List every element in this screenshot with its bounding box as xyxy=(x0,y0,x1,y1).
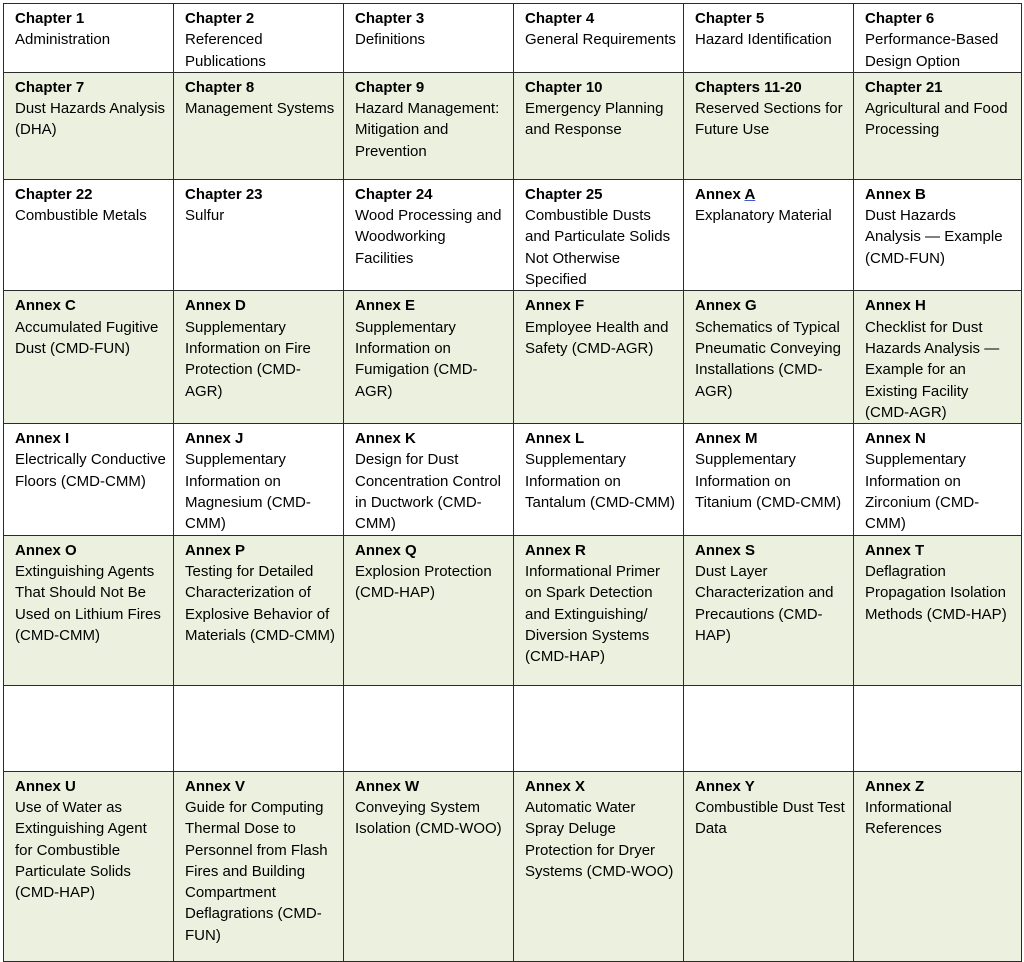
table-row xyxy=(4,685,1022,771)
cell-title: Annex U xyxy=(15,777,76,795)
cell-annex-t xyxy=(854,535,1022,685)
cell-annex-q xyxy=(344,535,514,685)
cell-description: Hazard Management: Mitigation and Prevention xyxy=(355,100,500,160)
cell-annex-z xyxy=(854,771,1022,961)
cell-title: Annex S xyxy=(695,541,756,559)
cell-title: Annex T xyxy=(865,541,925,559)
cell-description: Management Systems xyxy=(185,100,335,118)
cell-annex-x xyxy=(514,771,684,961)
cell-title: Annex K xyxy=(355,430,416,448)
cell-title: Annex N xyxy=(865,430,926,448)
cell-annex-m xyxy=(684,424,854,535)
cell-chapter-23 xyxy=(174,179,344,290)
cell-annex-s xyxy=(684,535,854,685)
cell-annex-r xyxy=(514,535,684,685)
cell-annex-b xyxy=(854,179,1022,290)
cell-chapter-21 xyxy=(854,72,1022,179)
cell-title: Chapter 5 xyxy=(695,10,765,27)
cell-annex-n xyxy=(854,424,1022,535)
cell-chapter-1 xyxy=(4,4,174,73)
cell-description: Supplementary Information on Fire Protection (CMD-AGR) xyxy=(185,318,311,400)
cell-chapter-3 xyxy=(344,4,514,73)
cell-chapter-24 xyxy=(344,179,514,290)
cell-annex-i xyxy=(4,424,174,535)
cell-title: Annex O xyxy=(15,541,77,559)
cell-empty xyxy=(4,685,174,771)
cell-title: Annex D xyxy=(185,297,246,315)
cell-title: Chapter 25 xyxy=(525,185,603,203)
cell-title: Chapter 23 xyxy=(185,185,263,203)
cell-description: Checklist for Dust Hazards Analysis — Example for an Existing Facility (CMD-AGR) xyxy=(865,318,1000,421)
cell-description: Deflagration Propagation Isolation Methods (CMD-HAP) xyxy=(865,562,1007,623)
cell-description: Sulfur xyxy=(185,207,225,225)
cell-title: Annex I xyxy=(15,430,70,448)
cell-title: Annex P xyxy=(185,541,246,559)
cell-chapter-10 xyxy=(514,72,684,179)
cell-description: General Requirements xyxy=(525,31,676,49)
cell-description: Testing for Detailed Characterization of Explosive Behavior of Materials (CMD-CMM) xyxy=(185,562,335,644)
cell-description: Informational Primer on Spark Detection and Extinguishing/ Diversion Systems (CMD-HAP) xyxy=(525,562,661,666)
cell-title: Chapters 11-20 xyxy=(695,78,802,96)
cell-description: Definitions xyxy=(355,31,426,49)
cell-title: Chapter 7 xyxy=(15,78,85,96)
cell-title: Annex Z xyxy=(865,777,925,795)
cell-chapter-22 xyxy=(4,179,174,290)
cell-title: Annex J xyxy=(185,430,244,448)
cell-title: Chapter 1 xyxy=(15,10,85,27)
cell-title: Annex V xyxy=(185,777,246,795)
table-row xyxy=(4,179,1022,290)
table-row xyxy=(4,4,1022,73)
cell-description: Employee Health and Safety (CMD-AGR) xyxy=(525,318,669,357)
document-contents-table xyxy=(3,3,1022,962)
cell-chapter-4 xyxy=(514,4,684,73)
cell-description: Explanatory Material xyxy=(695,207,832,225)
cell-title: Chapter 9 xyxy=(355,78,425,96)
cell-description: Dust Hazards Analysis (DHA) xyxy=(15,100,166,139)
cell-title: Annex R xyxy=(525,541,586,559)
cell-description: Administration xyxy=(15,31,111,49)
cell-title: Annex H xyxy=(865,297,926,315)
cell-description: Guide for Computing Thermal Dose to Personnel from Flash Fires and Building Compartment Deflagrations (CMD-FUN) xyxy=(185,798,328,944)
cell-annex-g xyxy=(684,291,854,424)
cell-description: Dust Hazards Analysis — Example (CMD-FUN) xyxy=(865,207,1003,267)
cell-title: Annex G xyxy=(695,297,757,315)
cell-title: Annex C xyxy=(15,297,76,315)
cell-chapter-5 xyxy=(684,4,854,73)
cell-title: Annex Y xyxy=(695,777,755,795)
cell-description: Supplementary Information on Zirconium (CMD-CMM) xyxy=(865,451,980,533)
cell-description: Supplementary Information on Tantalum (CMD-CMM) xyxy=(525,451,675,512)
cell-description: Supplementary Information on Magnesium (CMD-CMM) xyxy=(185,451,311,533)
cell-annex-w xyxy=(344,771,514,961)
cell-annex-p xyxy=(174,535,344,685)
cell-empty xyxy=(684,685,854,771)
cell-chapter-6 xyxy=(854,4,1022,73)
cell-title: Annex E xyxy=(355,297,416,315)
cell-annex-h xyxy=(854,291,1022,424)
cell-title: Annex X xyxy=(525,777,586,795)
cell-empty xyxy=(174,685,344,771)
cell-description: Agricultural and Food Processing xyxy=(865,100,1008,139)
table-row xyxy=(4,771,1022,961)
cell-description: Combustible Dust Test Data xyxy=(695,798,845,838)
cell-title: Chapter 6 xyxy=(865,10,935,27)
cell-description: Electrically Conductive Floors (CMD-CMM) xyxy=(15,451,166,490)
cell-annex-f xyxy=(514,291,684,424)
cell-chapter-25 xyxy=(514,179,684,290)
cell-chapters-11-20 xyxy=(684,72,854,179)
cell-title: Chapter 2 xyxy=(185,10,255,27)
cell-description: Wood Processing and Woodworking Facilities xyxy=(355,207,502,267)
annex-label-text: Annex xyxy=(695,185,745,203)
cell-annex-v xyxy=(174,771,344,961)
cell-description: Explosion Protection (CMD-HAP) xyxy=(355,562,492,602)
cell-title: Chapter 22 xyxy=(15,185,93,203)
cell-description: Design for Dust Concentration Control in Ductwork (CMD-CMM) xyxy=(355,451,501,533)
cell-description: Reserved Sections for Future Use xyxy=(695,100,843,139)
cell-title xyxy=(695,184,847,205)
cell-title: Annex B xyxy=(865,185,926,203)
cell-title: Annex Q xyxy=(355,541,417,559)
cell-description: Schematics of Typical Pneumatic Conveying Installations (CMD-AGR) xyxy=(695,318,841,400)
cell-title: Annex W xyxy=(355,777,420,795)
cell-description: Supplementary Information on Fumigation (CMD-AGR) xyxy=(355,318,478,400)
cell-title: Chapter 8 xyxy=(185,78,255,96)
cell-annex-a xyxy=(684,179,854,290)
cell-description: Accumulated Fugitive Dust (CMD-FUN) xyxy=(15,318,159,357)
cell-description: Conveying System Isolation (CMD-WOO) xyxy=(355,798,502,838)
cell-description: Dust Layer Characterization and Precautions (CMD-HAP) xyxy=(695,562,834,644)
cell-title: Annex M xyxy=(695,430,758,448)
cell-chapter-7 xyxy=(4,72,174,179)
cell-empty xyxy=(854,685,1022,771)
cell-annex-k xyxy=(344,424,514,535)
cell-annex-c xyxy=(4,291,174,424)
cell-title: Annex L xyxy=(525,430,585,448)
cell-description: Informational References xyxy=(865,798,952,838)
cell-description: Hazard Identification xyxy=(695,31,832,49)
cell-description: Supplementary Information on Titanium (CMD-CMM) xyxy=(695,451,842,512)
cell-annex-d xyxy=(174,291,344,424)
annex-letter-underlined: A xyxy=(744,185,756,203)
cell-title: Annex F xyxy=(525,297,585,315)
cell-description: Performance-Based Design Option xyxy=(865,31,999,70)
cell-empty xyxy=(514,685,684,771)
cell-description: Emergency Planning and Response xyxy=(525,100,664,139)
cell-annex-y xyxy=(684,771,854,961)
cell-title: Chapter 3 xyxy=(355,10,425,27)
cell-description: Combustible Metals xyxy=(15,207,147,225)
cell-title: Chapter 10 xyxy=(525,78,603,96)
cell-chapter-2 xyxy=(174,4,344,73)
table-row xyxy=(4,535,1022,685)
cell-annex-j xyxy=(174,424,344,535)
cell-chapter-9 xyxy=(344,72,514,179)
table-row xyxy=(4,72,1022,179)
cell-description: Automatic Water Spray Deluge Protection for Dryer Systems (CMD-WOO) xyxy=(525,798,674,880)
cell-title: Chapter 4 xyxy=(525,10,595,27)
cell-description: Combustible Dusts and Particulate Solids Not Otherwise Specified xyxy=(525,207,671,289)
cell-annex-o xyxy=(4,535,174,685)
cell-description: Extinguishing Agents That Should Not Be Used on Lithium Fires (CMD-CMM) xyxy=(15,562,161,644)
table-row xyxy=(4,424,1022,535)
cell-annex-u xyxy=(4,771,174,961)
cell-description: Use of Water as Extinguishing Agent for Combustible Particulate Solids (CMD-HAP) xyxy=(15,798,147,902)
cell-title: Chapter 24 xyxy=(355,185,433,203)
cell-empty xyxy=(344,685,514,771)
cell-chapter-8 xyxy=(174,72,344,179)
cell-annex-l xyxy=(514,424,684,535)
cell-annex-e xyxy=(344,291,514,424)
cell-description: Referenced Publications xyxy=(185,31,266,70)
cell-title: Chapter 21 xyxy=(865,78,943,96)
table-row xyxy=(4,291,1022,424)
